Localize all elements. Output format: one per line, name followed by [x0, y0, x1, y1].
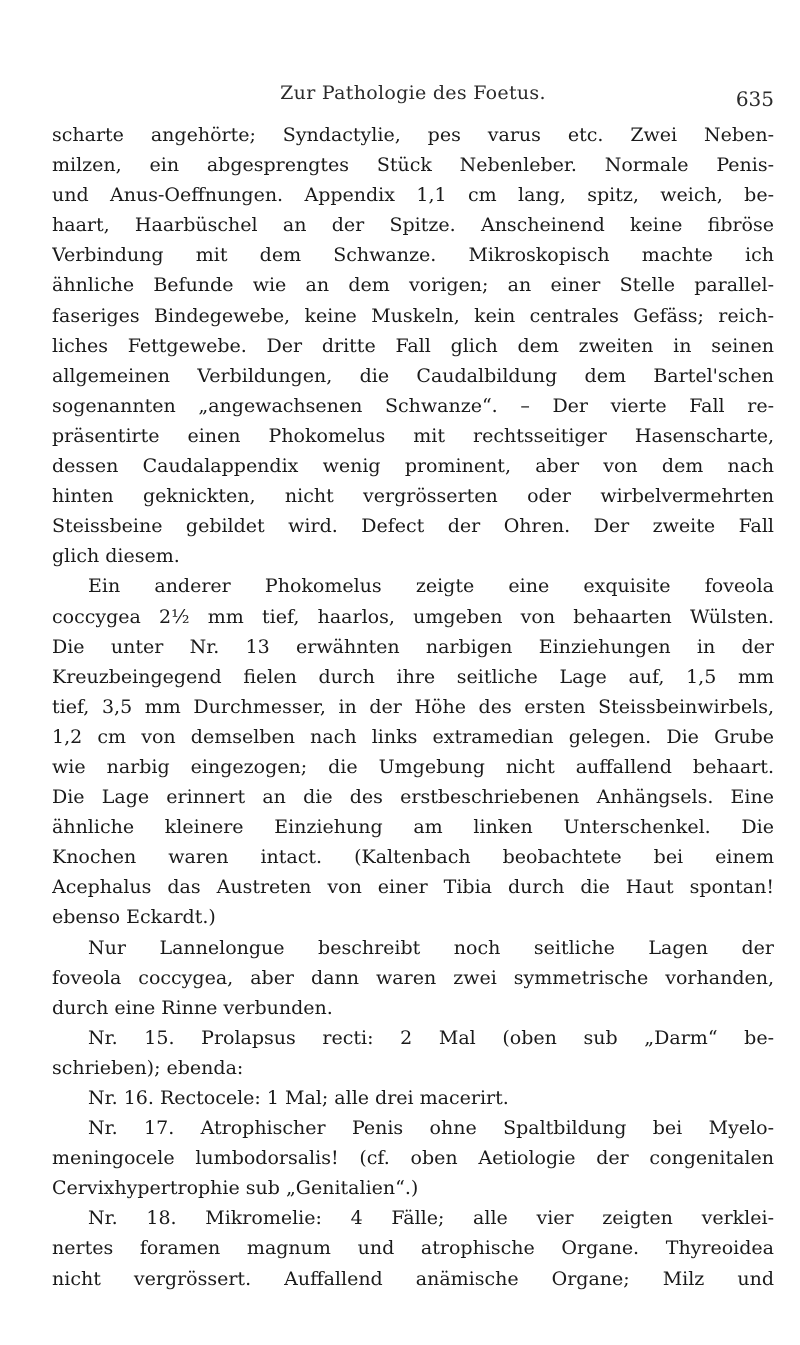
text-line: Cervixhypertrophie sub „Genitalien“.)	[52, 1177, 419, 1200]
text-line: hinten geknickten, nicht vergrösserten oder wirbelvermehrten	[52, 485, 774, 508]
text-line: faseriges Bindegewebe, keine Muskeln, kein centrales Gefäss; reich-	[52, 304, 774, 327]
text-line: glich diesem.	[52, 545, 180, 568]
text-line: Acephalus das Austreten von einer Tibia durch die Haut spontan!	[52, 876, 774, 899]
text-line: ähnliche Befunde wie an dem vorigen; an einer Stelle parallel-	[52, 274, 774, 297]
text-line: scharte angehörte; Syndactylie, pes varus etc. Zwei Neben-	[52, 124, 774, 146]
text-line: Nr. 17. Atrophischer Penis ohne Spaltbildung bei Myelo-	[88, 1117, 774, 1140]
body-text	[52, 120, 774, 1294]
paragraph	[52, 1113, 774, 1203]
paragraph	[52, 120, 774, 571]
text-line: ebenso Eckardt.)	[52, 906, 216, 929]
text-line: foveola coccygea, aber dann waren zwei symmetrische vorhanden,	[52, 966, 774, 989]
text-line: Die Lage erinnert an die des erstbeschriebenen Anhängsels. Eine	[52, 786, 774, 809]
text-line: 1,2 cm von demselben nach links extramedian gelegen. Die Grube	[52, 725, 774, 748]
text-line: Die unter Nr. 13 erwähnten narbigen Einziehungen in der	[52, 635, 774, 658]
text-line: und Anus-Oeffnungen. Appendix 1,1 cm lang, spitz, weich, be-	[52, 184, 774, 207]
text-line: Nr. 16. Rectocele: 1 Mal; alle drei macerirt.	[88, 1087, 509, 1109]
text-line: haart, Haarbüschel an der Spitze. Anscheinend keine fibröse	[52, 214, 774, 237]
text-line: liches Fettgewebe. Der dritte Fall glich dem zweiten in seinen	[52, 334, 774, 357]
page-number: 635	[735, 87, 774, 111]
text-line: meningocele lumbodorsalis! (cf. oben Aetiologie der congenitalen	[52, 1147, 774, 1170]
text-line: schrieben); ebenda:	[52, 1056, 244, 1079]
text-line: sogenannten „angewachsenen Schwanze“. – Der vierte Fall re-	[52, 394, 774, 417]
text-line: Nr. 18. Mikromelie: 4 Fälle; alle vier zeigten verklei-	[88, 1207, 774, 1230]
text-line: Knochen waren intact. (Kaltenbach beobachtete bei einem	[52, 846, 774, 869]
text-line: allgemeinen Verbildungen, die Caudalbildung dem Bartel'schen	[52, 364, 774, 387]
text-line: Steissbeine gebildet wird. Defect der Ohren. Der zweite Fall	[52, 515, 774, 538]
text-line: nertes foramen magnum und atrophische Organe. Thyreoidea	[52, 1237, 774, 1260]
text-line: präsentirte einen Phokomelus mit rechtsseitiger Hasenscharte,	[52, 424, 774, 447]
text-line: Nr. 15. Prolapsus recti: 2 Mal (oben sub „Darm“ be-	[88, 1026, 774, 1049]
text-line: dessen Caudalappendix wenig prominent, aber von dem nach	[52, 455, 774, 478]
paragraph	[52, 1023, 774, 1083]
text-line: tief, 3,5 mm Durchmesser, in der Höhe des ersten Steissbeinwirbels,	[52, 695, 774, 718]
text-line: wie narbig eingezogen; die Umgebung nicht auffallend behaart.	[52, 755, 774, 778]
text-line: Kreuzbeingegend fielen durch ihre seitliche Lage auf, 1,5 mm	[52, 665, 774, 688]
text-line: ähnliche kleinere Einziehung am linken Unterschenkel. Die	[52, 816, 774, 839]
paragraph	[52, 933, 774, 1023]
page-header	[52, 78, 774, 111]
paragraph	[52, 1083, 774, 1113]
text-line: coccygea 2½ mm tief, haarlos, umgeben von behaarten Wülsten.	[52, 605, 774, 628]
paragraph	[52, 1203, 774, 1293]
text-line: Ein anderer Phokomelus zeigte eine exquisite foveola	[88, 575, 774, 598]
text-line: Nur Lannelongue beschreibt noch seitliche Lagen der	[88, 936, 774, 959]
text-line: durch eine Rinne verbunden.	[52, 996, 333, 1019]
text-line: Verbindung mit dem Schwanze. Mikroskopisch machte ich	[52, 244, 774, 267]
paragraph	[52, 571, 774, 932]
running-title: Zur Pathologie des Foetus.	[280, 82, 546, 104]
text-line: nicht vergrössert. Auffallend anämische Organe; Milz und	[52, 1267, 774, 1290]
text-line: milzen, ein abgesprengtes Stück Nebenleber. Normale Penis-	[52, 154, 774, 177]
